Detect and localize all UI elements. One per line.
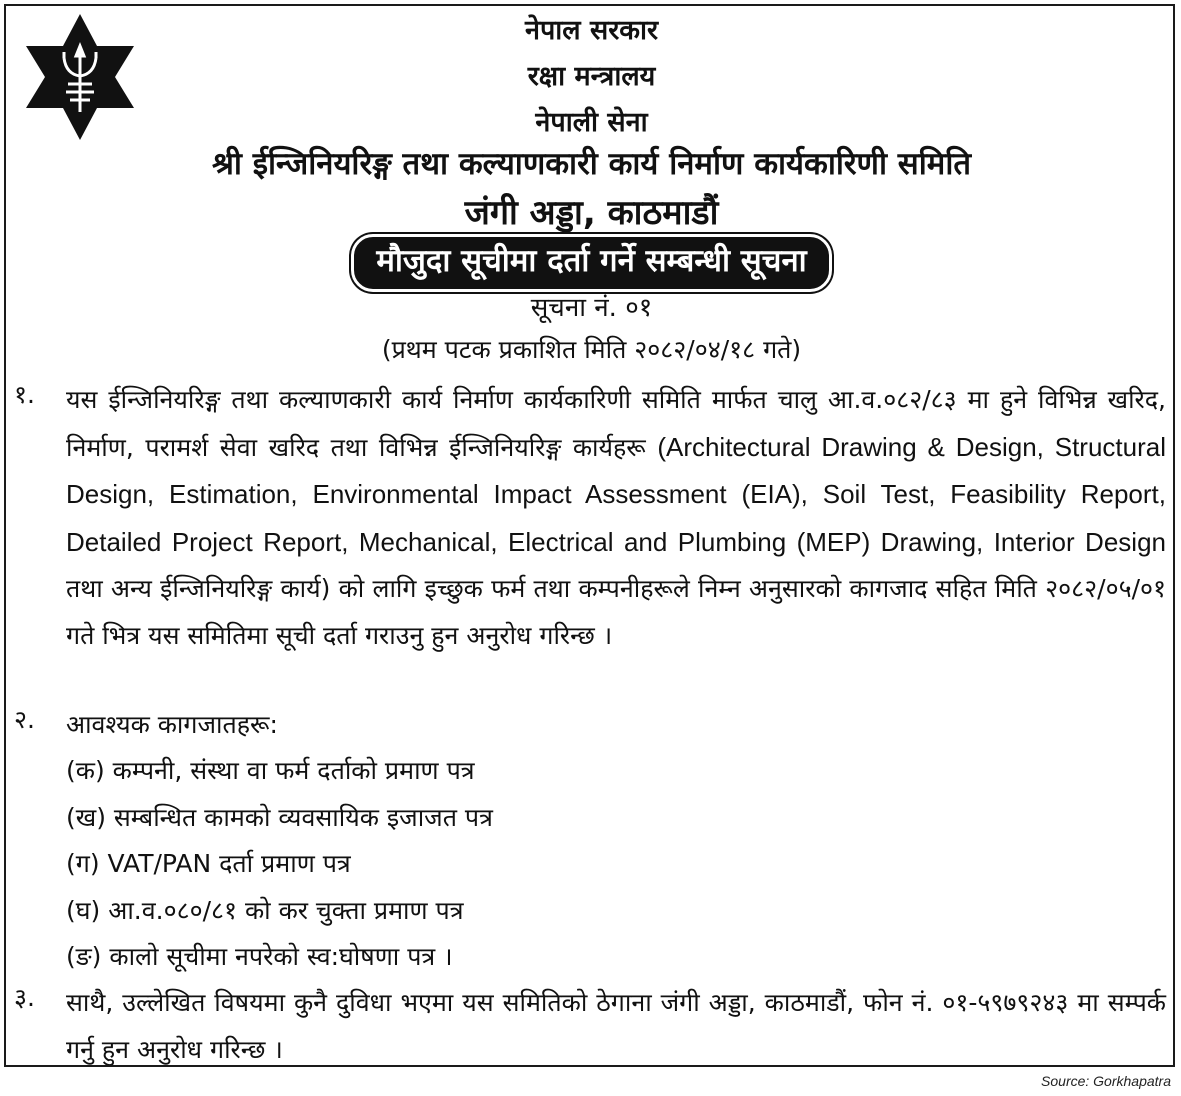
list-item: (ग) VAT/PAN दर्ता प्रमाण पत्र: [66, 849, 351, 878]
header-government: नेपाल सरकार: [524, 15, 659, 46]
publication-date: (प्रथम पटक प्रकाशित मिति २०८२/०४/१८ गते): [381, 335, 802, 364]
section-1-text-b: तथा अन्य ईन्जिनियरिङ्ग कार्य) को लागि इच्छुक फर्म तथा कम्पनीहरूले निम्न अनुसारको कागजाद सहित मिति २०८२/०५/०१ गते भित्र यस समितिमा सूची दर्ता गराउनु हुन अनुरोध गरिन्छ ।: [66, 574, 1166, 650]
notice-banner-wrap: [6, 234, 1175, 292]
section-1-number: १.: [14, 380, 35, 409]
section-1-text-a: यस ईन्जिनियरिङ्ग तथा कल्याणकारी कार्य निर्माण कार्यकारिणी समिति मार्फत चालु आ.व.०८२/८३ मा हुने विभिन्न खरिद, निर्माण, परामर्श सेवा खरिद तथा विभिन्न ईन्जिनियरिङ्ग कार्यहरू: [66, 385, 1166, 462]
section-2-heading: आवश्यक कागजातहरू:: [66, 710, 278, 739]
section-1-paragraph: [66, 377, 1166, 659]
section-3-paragraph: साथै, उल्लेखित विषयमा कुनै दुविधा भएमा यस समितिको ठेगाना जंगी अड्डा, काठमाडौं, फोन नं. ०१-५९७९२४३ मा सम्पर्क गर्नु हुन अनुरोध गरिन्छ ।: [66, 988, 1166, 1064]
header-location: जंगी अड्डा, काठमाडौं: [464, 193, 719, 233]
list-item: (क) कम्पनी, संस्था वा फर्म दर्ताको प्रमाण पत्र: [66, 756, 475, 785]
required-documents-list: [66, 748, 493, 981]
list-item: (घ) आ.व.०८०/८१ को कर चुक्ता प्रमाण पत्र: [66, 895, 464, 925]
section-2-number: २.: [14, 705, 35, 734]
list-item: (ख) सम्बन्धित कामको व्यवसायिक इजाजत पत्र: [66, 802, 493, 832]
section-1-text-en: (Architectural Drawing & Design, Structural Design, Estimation, Environmental Impact Assessment (EIA), Soil Test, Feasibility Report, Detailed Project Report, Mechanical, Electrical and Plumbing (MEP) Drawing, Interior Design: [66, 431, 1166, 557]
list-item: (ङ) कालो सूचीमा नपरेको स्व:घोषणा पत्र ।: [66, 942, 453, 971]
header-ministry: रक्षा मन्त्रालय: [527, 61, 656, 92]
section-3-number: ३.: [14, 983, 35, 1012]
source-credit: Source: Gorkhapatra: [1041, 1073, 1171, 1089]
notice-banner: मौजुदा सूचीमा दर्ता गर्ने सम्बन्धी सूचना: [351, 234, 831, 292]
notice-number: सूचना नं. ०१: [530, 293, 653, 323]
header-army: नेपाली सेना: [535, 107, 648, 138]
header-committee: श्री ईन्जिनियरिङ्ग तथा कल्याणकारी कार्य निर्माण कार्यकारिणी समिति: [211, 146, 972, 182]
notice-frame: [4, 4, 1175, 1067]
